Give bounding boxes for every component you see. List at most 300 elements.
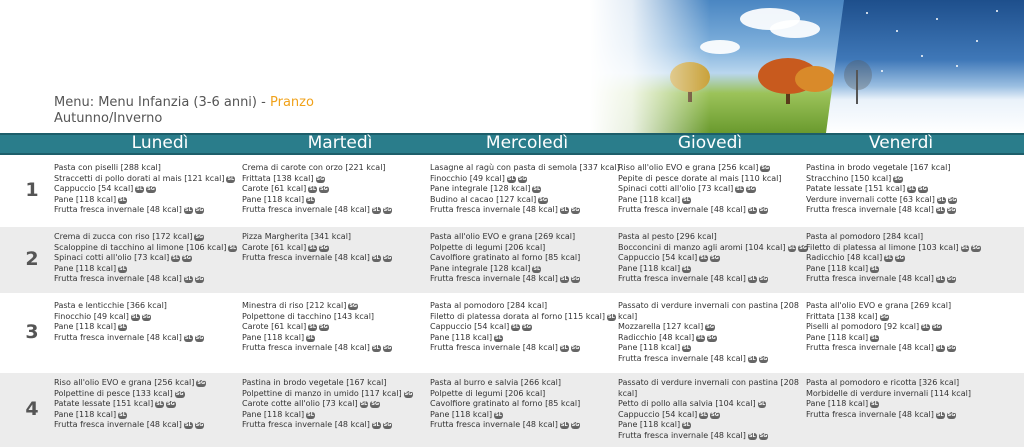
menu-item [54,173,235,185]
badge-sg-icon: SG [759,276,768,283]
day-cell [430,301,615,354]
badge-sl-icon: SL [495,334,502,341]
badge-sg-icon: SG [932,324,941,331]
badge-sl-icon: SL [229,244,237,251]
badge-sg-icon: SG [571,207,580,214]
menu-item-text: Polpette di legumi [206 kcal] [430,242,546,252]
menu-item [618,333,796,344]
week-number: 2 [25,248,39,270]
badge-sl-icon: SL [560,207,568,214]
week-row-3 [0,296,1024,370]
badge-sl-icon: SL [936,276,944,283]
menu-item [618,184,796,195]
menu-item [242,410,420,421]
badge-sl-icon: SL [748,276,756,283]
menu-item [242,343,420,354]
menu-item-text: Budino al cacao [127 kcal] [430,194,537,204]
menu-item-text: Pasta e lenticchie [366 kcal] [54,301,167,310]
badge-sl-icon: SL [307,196,314,203]
menu-item-text: Polpette di legumi [206 kcal] [430,388,546,398]
menu-item-text: Lasagne al ragù con pasta di semola [337 kcal] [430,163,620,172]
day-cell [242,232,420,264]
menu-item [430,253,608,264]
badge-sl-icon: SL [937,196,945,203]
menu-item [242,253,420,264]
menu-item [54,301,232,312]
menu-item-text: Pane [118 kcal] [54,409,117,419]
menu-item-text: Pane [118 kcal] [242,332,305,342]
menu-item-text: Bocconcini di manzo agli aromi [104 kcal] [618,242,786,252]
menu-item [618,242,808,254]
day-cell [618,232,808,285]
menu-item-text: Morbidelle di verdure invernali [114 kcal] [806,388,971,398]
meal-name: Pranzo [269,95,314,110]
menu-item-text: Pasta con piselli [288 kcal] [54,163,161,172]
day-cell [618,163,796,216]
menu-item-text: Spinaci cotti all'olio [73 kcal] [54,253,170,263]
menu-item [430,174,608,185]
badge-sg-icon: SG [195,207,204,214]
badge-sl-icon: SL [683,265,690,272]
menu-item [54,242,237,254]
badge-sg-icon: SG [383,422,392,429]
week-number: 4 [25,398,39,420]
menu-item-text: Frutta fresca invernale [48 kcal] [618,353,746,363]
season-label: Autunno/Inverno [54,111,163,126]
menu-item [618,312,796,323]
menu-item [54,232,232,243]
menu-item-text: Riso all'olio EVO e grana [256 kcal] [54,378,195,387]
tree-shape [795,66,835,92]
menu-item [806,274,984,285]
badge-sl-icon: SL [372,255,380,262]
day-cell [806,232,984,285]
badge-sg-icon: SG [880,313,889,320]
badge-sg-icon: SG [947,276,956,283]
menu-item [242,184,420,195]
menu-title [54,95,314,111]
menu-item [806,253,984,264]
menu-item-text: Frutta fresca invernale [48 kcal] [806,205,934,215]
menu-item-text: Carote [61 kcal] [242,322,307,332]
badge-sl-icon: SL [936,207,944,214]
badge-sl-icon: SL [372,345,380,352]
winter-landscape [826,0,1024,133]
badge-sg-icon: SG [539,196,548,203]
badge-sg-icon: SG [195,334,204,341]
menu-item-text: kcal] [618,388,638,398]
badge-sg-icon: SG [761,165,770,171]
badge-sl-icon: SL [512,324,520,331]
menu-item-text: Piselli al pomodoro [92 kcal] [806,322,920,332]
badge-sl-icon: SL [227,175,235,182]
menu-item-text: Pane [118 kcal] [618,194,681,204]
menu-item-text: Pane [118 kcal] [618,343,681,353]
week-number: 3 [25,321,39,343]
day-header-tuesday: Martedì [307,133,373,153]
menu-item [430,311,615,323]
badge-sl-icon: SL [736,186,744,193]
menu-item [806,232,984,243]
menu-item [618,274,796,285]
menu-item-text: Spinaci cotti all'olio [73 kcal] [618,184,734,194]
badge-sg-icon: SG [518,175,527,182]
menu-item-text: Finocchio [49 kcal] [54,311,129,321]
menu-item [430,322,608,333]
menu-item [806,205,984,216]
badge-sl-icon: SL [119,265,126,272]
badge-sg-icon: SG [706,324,714,331]
menu-item-text: Frutta fresca invernale [48 kcal] [242,205,370,215]
badge-sl-icon: SL [758,401,766,408]
menu-item-text: Pastina in brodo vegetale [167 kcal] [242,378,387,387]
menu-item [806,389,984,400]
day-header-wednesday: Mercoledì [485,133,569,153]
menu-item-text: Passato di verdure invernali con pastina [208 [618,301,799,310]
badge-sl-icon: SL [309,186,317,193]
menu-item [430,205,608,216]
menu-item [618,389,796,400]
menu-item [54,420,232,431]
day-header-friday: Venerdì [868,133,934,153]
menu-item-text: Patate lessate [151 kcal] [54,399,154,409]
badge-sg-icon: SG [167,401,175,408]
menu-item-text: Cappuccio [54 kcal] [430,322,510,332]
menu-item-text: Pizza Margherita [341 kcal] [242,232,352,241]
menu-item-text: Polpettine di pesce [133 kcal] [54,388,173,398]
badge-sg-icon: SG [759,355,768,362]
menu-item [430,410,608,421]
badge-sl-icon: SL [700,255,708,262]
menu-item-text: Frutta fresca invernale [48 kcal] [242,420,370,430]
menu-item [242,333,420,344]
badge-sl-icon: SL [683,422,690,429]
menu-item [54,322,232,333]
badge-sl-icon: SL [119,196,126,203]
menu-item-text: Frutta fresca invernale [48 kcal] [430,274,558,284]
badge-sl-icon: SL [748,432,756,439]
menu-item-text: Minestra di riso [212 kcal] [242,301,347,310]
badge-sg-icon: SG [195,276,204,283]
menu-item-text: Verdure invernali cotte [63 kcal] [806,194,935,204]
menu-item [618,431,796,442]
menu-item-text: Pasta al pomodoro [284 kcal] [430,301,548,310]
badge-sg-icon: SG [316,175,325,182]
menu-item [54,312,232,323]
menu-item-text: Pane [118 kcal] [242,409,305,419]
menu-item [242,399,420,410]
menu-item-text: Pane [118 kcal] [618,263,681,273]
menu-item [54,274,232,285]
badge-sl-icon: SL [172,255,180,262]
menu-item-text: Scaloppine di tacchino al limone [106 kcal] [54,242,227,252]
menu-item-text: Frutta fresca invernale [48 kcal] [430,420,558,430]
badge-sl-icon: SL [700,411,708,418]
menu-item-text: Pane [118 kcal] [806,332,869,342]
menu-item-text: Frutta fresca invernale [48 kcal] [430,343,558,353]
menu-item [54,195,232,206]
badge-sl-icon: SL [309,324,317,331]
badge-sg-icon: SG [320,324,328,331]
badge-sg-icon: SG [175,390,184,397]
menu-item-text: Pane [118 kcal] [806,263,869,273]
menu-item [618,163,796,174]
menu-item-text: Patate lessate [151 kcal] [806,184,906,194]
menu-item [242,420,420,431]
menu-item-text: Frutta fresca invernale [48 kcal] [54,332,182,342]
badge-sl-icon: SL [307,411,314,418]
menu-item [242,195,420,206]
menu-item [618,232,796,243]
snowflake [936,18,938,20]
menu-item-text: Petto di pollo alla salvia [104 kcal] [618,399,756,409]
snowflake [881,70,883,72]
badge-sg-icon: SG [320,186,328,193]
badge-sl-icon: SL [885,255,893,262]
menu-item-text: Frutta fresca invernale [48 kcal] [430,205,558,215]
week-row-2 [0,227,1024,293]
menu-item [430,195,608,206]
menu-item-text: Radicchio [48 kcal] [806,253,883,263]
day-cell [430,163,620,216]
badge-sg-icon: SG [571,345,580,352]
badge-sg-icon: SG [320,244,328,251]
badge-sl-icon: SL [507,175,515,182]
badge-sl-icon: SL [119,324,126,331]
menu-item [242,322,420,333]
snowflake [956,65,958,67]
menu-item [806,399,984,410]
menu-item-text: Frutta fresca invernale [48 kcal] [54,274,182,284]
menu-item [806,343,984,354]
menu-item [430,184,608,195]
menu-item-text: Carote cotte all'olio [73 kcal] [242,399,358,409]
menu-item [806,322,984,333]
snowflake [921,55,923,57]
day-cell [242,163,420,216]
menu-item-text: Cappuccio [54 kcal] [618,409,698,419]
badge-sg-icon: SG [947,345,956,352]
menu-name: Menu: Menu Infanzia (3-6 anni) [54,95,257,110]
badge-sl-icon: SL [495,411,502,418]
badge-sg-icon: SG [142,313,151,320]
menu-item-text: Frutta fresca invernale [48 kcal] [806,343,934,353]
badge-sl-icon: SL [560,345,568,352]
badge-sl-icon: SL [360,401,368,408]
badge-sl-icon: SL [908,186,915,193]
menu-item-text: Riso all'olio EVO e grana [256 kcal] [618,163,759,172]
menu-item-text: Polpettone di tacchino [143 kcal] [242,311,375,321]
badge-sl-icon: SL [607,313,615,320]
menu-item-text: Frutta fresca invernale [48 kcal] [618,430,746,440]
menu-item-text: Filetto di platessa dorata al forno [115 kcal] [430,311,605,321]
badge-sl-icon: SL [533,265,541,272]
menu-item-text: Pasta al pomodoro [284 kcal] [806,232,924,241]
badge-sg-icon: SG [711,255,719,262]
snowflake [976,40,978,42]
badge-sg-icon: SG [711,411,719,418]
menu-item [618,343,796,354]
menu-item-text: Filetto di platessa al limone [103 kcal] [806,242,959,252]
menu-item [618,322,796,333]
menu-item [54,163,232,174]
snowflake [866,12,868,14]
menu-item [430,243,608,254]
day-cell [806,301,984,354]
day-cell [242,301,420,354]
menu-item [242,232,420,243]
badge-sg-icon: SG [759,207,768,214]
menu-item [54,205,232,216]
badge-sg-icon: SG [759,432,768,439]
badge-sg-icon: SG [919,186,927,193]
badge-sl-icon: SL [156,401,163,408]
banner-fade [590,0,710,133]
menu-item [430,420,608,431]
badge-sl-icon: SL [748,207,756,214]
badge-sl-icon: SL [922,324,929,331]
menu-item [430,264,608,275]
menu-item [430,232,608,243]
menu-item-text: Pastina in brodo vegetale [167 kcal] [806,163,951,172]
menu-item-text: Pane [118 kcal] [806,399,869,409]
menu-item [430,163,620,174]
menu-item-text: Finocchio [49 kcal] [430,173,505,183]
menu-item [242,389,420,400]
menu-item-text: Cavolfiore gratinato al forno [85 kcal] [430,399,581,409]
day-cell [430,232,608,285]
badge-sl-icon: SL [936,345,944,352]
menu-item [242,243,420,254]
menu-item [806,163,984,174]
badge-sl-icon: SL [871,401,878,408]
menu-item-text: Pepite di pesce dorate al mais [110 kcal] [618,173,782,183]
menu-item-text: Pane integrale [128 kcal] [430,184,531,194]
badge-sl-icon: SL [184,276,192,283]
menu-item-text: Pane [118 kcal] [54,263,117,273]
menu-item [430,274,608,285]
snowflake [896,30,898,32]
menu-item-text: Frutta fresca invernale [48 kcal] [806,274,934,284]
badge-sg-icon: SG [708,334,716,341]
badge-sl-icon: SL [184,207,192,214]
menu-item [618,410,796,421]
day-header-thursday: Giovedì [677,133,743,153]
menu-title-block [54,95,314,127]
badge-sl-icon: SL [533,186,541,193]
badge-sg-icon: SG [349,303,358,309]
menu-item-text: Pane [118 kcal] [430,409,493,419]
cloud-shape [770,20,820,38]
menu-item-text: Passato di verdure invernali con pastina [208 [618,378,799,387]
badge-sg-icon: SG [195,234,204,240]
menu-item-text: Frutta fresca invernale [48 kcal] [242,253,370,263]
menu-item [430,399,608,410]
badge-sg-icon: SG [896,255,904,262]
badge-sg-icon: SG [747,186,755,193]
badge-sg-icon: SG [523,324,531,331]
badge-sl-icon: SL [136,186,144,193]
menu-item-text: Pasta al pomodoro e ricotta [326 kcal] [806,378,960,387]
menu-item [806,184,984,195]
menu-item [430,378,608,389]
menu-item-text: Carote [61 kcal] [242,184,307,194]
menu-item [806,333,984,344]
menu-item [242,301,420,312]
badge-sl-icon: SL [119,411,126,418]
menu-item-text: Cavolfiore gratinato al forno [85 kcal] [430,253,581,263]
menu-item [54,264,232,275]
menu-item-text: Pasta all'olio EVO e grana [269 kcal] [430,232,576,241]
week-number: 1 [25,179,39,201]
badge-sl-icon: SL [961,244,969,251]
menu-item-text: Pane [118 kcal] [618,420,681,430]
menu-item [618,264,796,275]
badge-sl-icon: SL [307,334,314,341]
badge-sg-icon: SG [947,207,956,214]
badge-sl-icon: SL [372,422,380,429]
badge-sl-icon: SL [871,265,878,272]
badge-sl-icon: SL [788,244,796,251]
menu-item [54,253,232,264]
page-header [0,0,1024,133]
menu-item [806,195,984,206]
day-cell [54,301,232,343]
menu-item-text: Crema di carote con orzo [221 kcal] [242,163,386,172]
menu-item [806,264,984,275]
badge-sl-icon: SL [184,422,192,429]
menu-item [806,174,984,185]
menu-item [54,389,232,400]
badge-sl-icon: SL [683,196,690,203]
menu-item-text: Pasta al burro e salvia [266 kcal] [430,378,562,387]
badge-sg-icon: SG [383,255,392,262]
week-row-4 [0,373,1024,447]
badge-sg-icon: SG [147,186,155,193]
menu-item [618,195,796,206]
day-cell [806,378,984,420]
menu-item [54,333,232,344]
badge-sl-icon: SL [560,276,568,283]
menu-item [806,312,984,323]
badge-sl-icon: SL [560,422,568,429]
day-cell [54,163,235,216]
menu-item-text: Pasta al pesto [296 kcal] [618,232,717,241]
menu-item-text: Mozzarella [127 kcal] [618,322,704,332]
badge-sg-icon: SG [947,411,956,418]
menu-item [618,174,796,185]
badge-sg-icon: SG [948,196,957,203]
menu-item-text: kcal] [618,311,638,321]
season-banner-image [590,0,1024,133]
menu-item [54,410,232,421]
menu-item [242,163,420,174]
menu-item-text: Frutta fresca invernale [48 kcal] [618,205,746,215]
menu-item [54,399,232,410]
badge-sg-icon: SG [571,276,580,283]
badge-sl-icon: SL [372,207,380,214]
day-cell [806,163,984,216]
badge-sg-icon: SG [972,244,981,251]
badge-sg-icon: SG [195,422,204,429]
menu-item [618,354,796,365]
badge-sl-icon: SL [871,334,878,341]
menu-item [54,184,232,195]
menu-item [242,312,420,323]
badge-sg-icon: SG [404,390,413,397]
day-cell [618,301,799,365]
menu-item [806,378,984,389]
